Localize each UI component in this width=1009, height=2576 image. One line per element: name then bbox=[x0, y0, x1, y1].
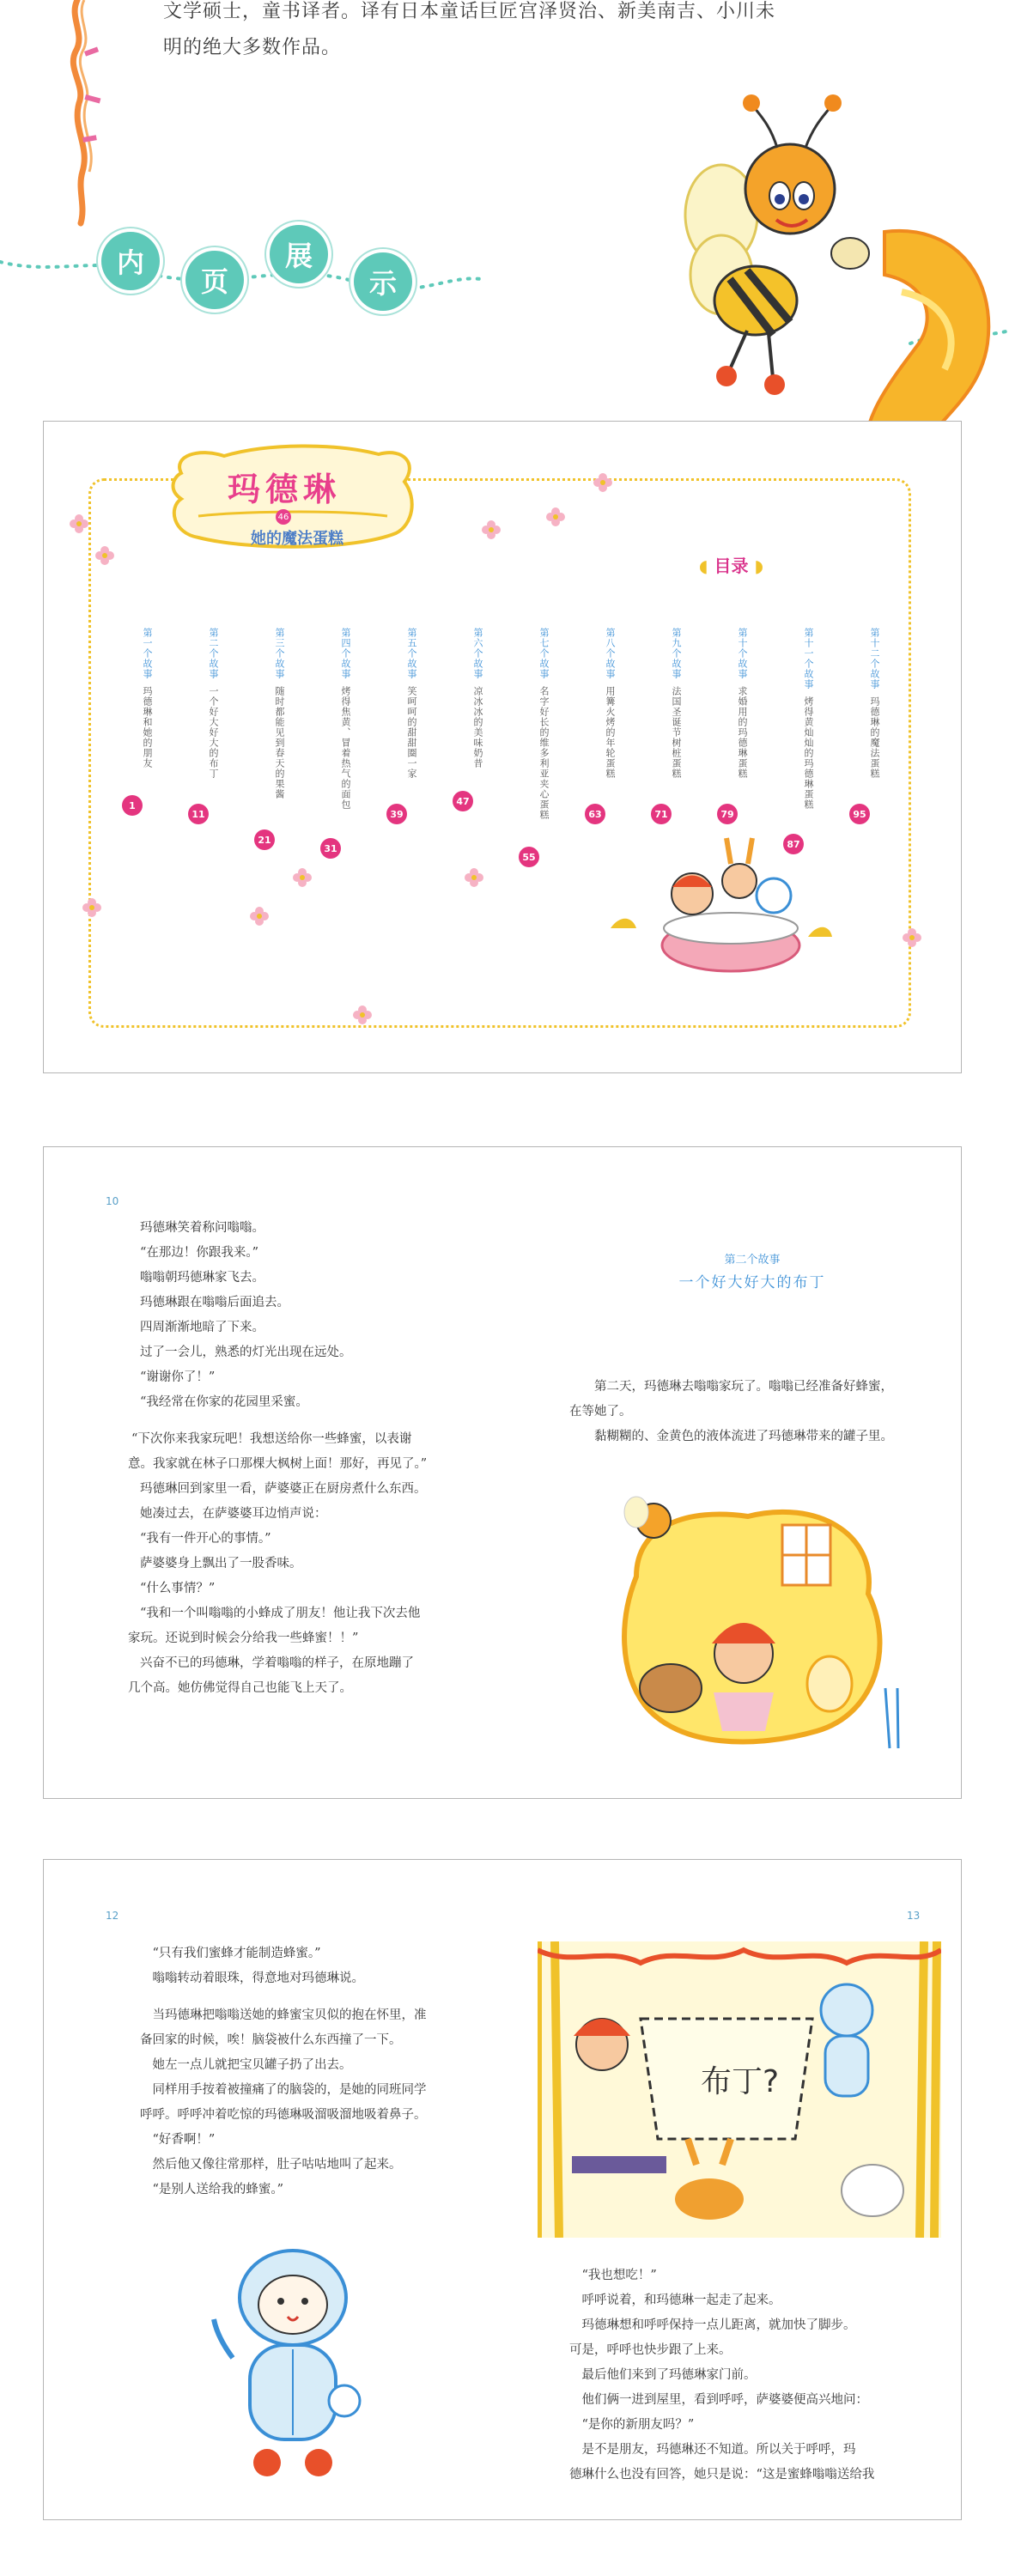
paragraph: 在等她了。 bbox=[569, 1405, 632, 1419]
chapter-page-badge: 1 bbox=[122, 795, 143, 816]
chapter-title: 凉冰冰的美味奶昔 bbox=[472, 686, 483, 769]
section-title-badges bbox=[101, 232, 412, 311]
flower-icon bbox=[593, 473, 612, 492]
chapter-title: 法国圣诞节树桩蛋糕 bbox=[671, 686, 682, 779]
paragraph: 四周渐渐地暗了下来。 bbox=[140, 1321, 264, 1334]
chapter-page-badge: 71 bbox=[651, 804, 672, 824]
chapter-list bbox=[129, 628, 920, 863]
robot-boy-illustration bbox=[190, 2238, 396, 2495]
chapter-page-badge: 11 bbox=[188, 804, 209, 824]
paragraph: “我有一件开心的事情。” bbox=[140, 1532, 271, 1546]
paragraph: 家玩。还说到时候会分给我一些蜂蜜！！” bbox=[128, 1631, 359, 1645]
intro-text-line-2: 明的绝大多数作品。 bbox=[163, 37, 342, 58]
page-number: 13 bbox=[907, 1910, 921, 1922]
toc-chapter-item[interactable] bbox=[593, 628, 627, 779]
paragraph: “只有我们蜜蜂才能制造蜂蜜。” bbox=[152, 1947, 321, 1960]
shell-icon: ◖ bbox=[699, 556, 714, 576]
contents-heading: ◖ 目录 ◗ bbox=[699, 556, 763, 576]
chapter-title: 一个好大好大的布丁 bbox=[208, 686, 219, 779]
chapter-label: 第八个故事 bbox=[605, 628, 616, 679]
flower-icon bbox=[82, 898, 101, 917]
chapter-page-badge: 79 bbox=[717, 804, 738, 824]
paragraph: 兴奋不已的玛德琳，学着嗡嗡的样子，在原地蹦了 bbox=[140, 1656, 414, 1670]
pudding-scene-illustration bbox=[538, 1941, 941, 2238]
flower-icon bbox=[903, 928, 921, 947]
paragraph: “我也想吃！” bbox=[581, 2269, 657, 2282]
chapter-label: 第十个故事 bbox=[737, 628, 748, 679]
paragraph: 嗡嗡朝玛德琳家飞去。 bbox=[140, 1271, 264, 1285]
chapter-heading bbox=[645, 1250, 860, 1291]
toc-chapter-item[interactable] bbox=[791, 628, 825, 810]
paragraph: “谢谢你了！” bbox=[140, 1370, 216, 1384]
section-char-badge: 示 bbox=[354, 252, 412, 311]
chapter-label: 第三个故事 bbox=[274, 628, 285, 679]
section-char-badge: 页 bbox=[185, 251, 244, 309]
chapter-label: 第九个故事 bbox=[671, 628, 682, 679]
paragraph: 萨婆婆身上飘出了一股香味。 bbox=[140, 1557, 302, 1571]
chapter-label: 第五个故事 bbox=[406, 628, 417, 679]
shell-icon: ◗ bbox=[748, 556, 763, 576]
paragraph: 可是，呼呼也快步跟了上来。 bbox=[569, 2343, 732, 2357]
paragraph: 备回家的时候，唉！脑袋被什么东西撞了一下。 bbox=[140, 2033, 402, 2047]
chapter-title: 一个好大好大的布丁 bbox=[678, 1274, 826, 1291]
chapter-page-badge: 21 bbox=[254, 829, 275, 850]
paragraph: 过了一会儿，熟悉的灯光出现在远处。 bbox=[140, 1346, 352, 1359]
toc-chapter-item[interactable] bbox=[394, 628, 429, 779]
book-spread-pages-12-13 bbox=[43, 1859, 962, 2520]
paragraph: 然后他又像往常那样，肚子咕咕地叫了起来。 bbox=[152, 2158, 402, 2172]
toc-chapter-item[interactable] bbox=[196, 628, 230, 779]
chapter-page-badge: 55 bbox=[519, 847, 539, 867]
paragraph: 玛德琳跟在嗡嗡后面追去。 bbox=[140, 1296, 289, 1309]
toc-chapter-item[interactable] bbox=[725, 628, 759, 779]
paragraph: 同样用手按着被撞痛了的脑袋的，是她的同班同学 bbox=[152, 2083, 427, 2097]
right-page-text bbox=[569, 1375, 939, 1449]
section-char-badge: 展 bbox=[270, 225, 328, 283]
book-title-plaque bbox=[181, 439, 439, 548]
chapter-title: 求婚用的玛德琳蛋糕 bbox=[737, 686, 748, 779]
paragraph: 玛德琳笑着称问嗡嗡。 bbox=[140, 1221, 264, 1235]
toc-chapter-item[interactable] bbox=[857, 628, 891, 779]
chapter-title: 名字好长的维多利亚夹心蛋糕 bbox=[538, 686, 550, 820]
flower-icon bbox=[70, 514, 88, 533]
chapter-page-badge: 63 bbox=[585, 804, 605, 824]
toc-chapter-item[interactable] bbox=[460, 628, 495, 769]
book-subtitle: 她的魔法蛋糕 bbox=[251, 530, 343, 548]
flower-icon bbox=[465, 868, 483, 887]
paragraph: “我和一个叫嗡嗡的小蜂成了朋友！他让我下次去他 bbox=[140, 1607, 421, 1620]
chapter-title: 玛德琳的魔法蛋糕 bbox=[869, 696, 880, 779]
toc-chapter-item[interactable] bbox=[328, 628, 362, 810]
paragraph: 几个高。她仿佛觉得自己也能飞上天了。 bbox=[128, 1681, 352, 1695]
paragraph: “好香啊！” bbox=[152, 2133, 216, 2147]
paragraph: 黏糊糊的、金黄色的液体流进了玛德琳带来的罐子里。 bbox=[594, 1430, 893, 1443]
chapter-title: 随时都能见到春天的果酱 bbox=[274, 686, 285, 799]
paragraph: “在那边！你跟我来。” bbox=[140, 1246, 259, 1260]
page-number: 12 bbox=[106, 1910, 119, 1922]
chapter-label: 第十二个故事 bbox=[869, 628, 880, 690]
flower-icon bbox=[482, 520, 501, 539]
right-page-text bbox=[569, 2263, 947, 2488]
paragraph: “是你的新朋友吗？” bbox=[581, 2418, 695, 2432]
toc-chapter-item[interactable] bbox=[262, 628, 296, 799]
book-title: 玛德琳 bbox=[227, 471, 341, 508]
chapter-label: 第十一个故事 bbox=[803, 628, 814, 690]
paragraph: 当玛德琳把嗡嗡送她的蜂蜜宝贝似的抱在怀里，准 bbox=[152, 2008, 427, 2022]
paragraph: 呼呼说着，和玛德琳一起走了起来。 bbox=[581, 2293, 781, 2307]
chapter-page-badge: 87 bbox=[783, 834, 804, 854]
paragraph: 是不是朋友，玛德琳还不知道。所以关于呼呼，玛 bbox=[581, 2443, 856, 2457]
paragraph: 德琳什么也没有回答，她只是说：“这是蜜蜂嗡嗡送给我 bbox=[569, 2468, 875, 2482]
paragraph: 他们俩一进到屋里，看到呼呼，萨婆婆便高兴地问： bbox=[581, 2393, 868, 2407]
toc-page bbox=[43, 421, 962, 1073]
left-page-text bbox=[128, 1216, 501, 1701]
chapter-label: 第二个故事 bbox=[208, 628, 219, 679]
chapter-title: 烤得焦黄、冒着热气的面包 bbox=[340, 686, 351, 810]
chapter-page-badge: 31 bbox=[320, 838, 341, 859]
chapter-title: 用篝火烤的年轮蛋糕 bbox=[605, 686, 616, 779]
paragraph: 最后他们来到了玛德琳家门前。 bbox=[581, 2368, 757, 2382]
toc-chapter-item[interactable] bbox=[130, 628, 164, 769]
paragraph: 第二天，玛德琳去嗡嗡家玩了。嗡嗡已经准备好蜂蜜， bbox=[594, 1380, 893, 1394]
paragraph: “我经常在你家的花园里采蜜。 bbox=[140, 1395, 308, 1409]
baking-illustration bbox=[611, 834, 834, 980]
toc-chapter-item[interactable] bbox=[659, 628, 693, 779]
flower-icon bbox=[293, 868, 312, 887]
intro-text-line-1: 文学硕士，童书译者。译有日本童话巨匠宫泽贤治、新美南吉、小川未 bbox=[163, 1, 776, 22]
flower-icon bbox=[95, 546, 114, 565]
flower-icon bbox=[353, 1005, 372, 1024]
paragraph: 玛德琳回到家里一看，萨婆婆正在厨房煮什么东西。 bbox=[140, 1482, 427, 1496]
paragraph: 她左一点儿就把宝贝罐子扔了出去。 bbox=[152, 2058, 352, 2072]
paragraph: 玛德琳想和呼呼保持一点儿距离，就加快了脚步。 bbox=[581, 2318, 856, 2332]
chapter-page-badge: 95 bbox=[849, 804, 870, 824]
paragraph: “是别人送给我的蜂蜜。” bbox=[152, 2183, 284, 2196]
honey-illustration bbox=[602, 1473, 911, 1757]
paragraph: 嗡嗡转动着眼珠，得意地对玛德琳说。 bbox=[152, 1971, 364, 1985]
flower-icon bbox=[250, 907, 269, 926]
chapter-page-badge: 39 bbox=[386, 804, 407, 824]
paragraph: “下次你来我家玩吧！我想送给你一些蜂蜜，以表谢 bbox=[131, 1432, 412, 1446]
book-spread-pages-10-11 bbox=[43, 1146, 962, 1799]
paragraph: 意。我家就在林子口那棵大枫树上面！那好，再见了。” bbox=[128, 1457, 428, 1471]
paragraph: “什么事情？” bbox=[140, 1582, 216, 1595]
chapter-label: 第六个故事 bbox=[472, 628, 483, 679]
page-number: 10 bbox=[106, 1195, 119, 1207]
chapter-label: 第四个故事 bbox=[340, 628, 351, 679]
chapter-label: 第七个故事 bbox=[538, 628, 550, 679]
paragraph: 呼呼。呼呼冲着吃惊的玛德琳吸溜吸溜地吸着鼻子。 bbox=[140, 2108, 427, 2122]
chapter-number: 第二个故事 bbox=[724, 1254, 781, 1267]
chapter-title: 玛德琳和她的朋友 bbox=[142, 686, 153, 769]
chapter-title: 笑呵呵的甜甜圈一家 bbox=[406, 686, 417, 779]
chapter-page-badge: 47 bbox=[453, 791, 473, 811]
paragraph: 她凑过去，在萨婆婆耳边悄声说： bbox=[140, 1507, 327, 1521]
left-page-text bbox=[140, 1941, 509, 2202]
book-number-badge: 46 bbox=[276, 509, 291, 525]
chapter-label: 第一个故事 bbox=[142, 628, 153, 679]
toc-chapter-item[interactable] bbox=[526, 628, 561, 820]
flower-icon bbox=[546, 507, 565, 526]
chapter-title: 烤得黄灿灿的玛德琳蛋糕 bbox=[803, 696, 814, 810]
pudding-text: 布丁? bbox=[701, 2064, 780, 2099]
section-char-badge: 内 bbox=[101, 232, 160, 290]
